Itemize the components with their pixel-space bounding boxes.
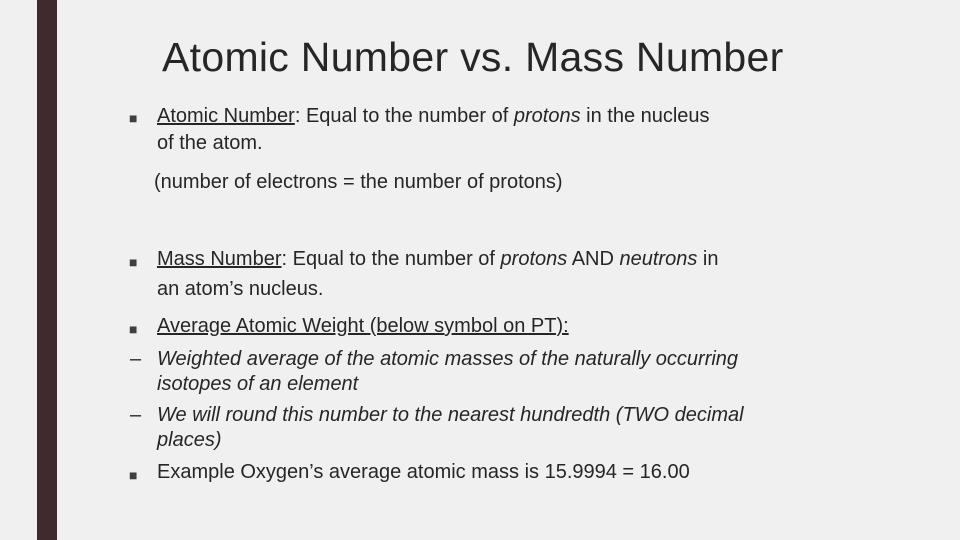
- side-accent-bar: [37, 0, 57, 540]
- bullet-atomic-number: Atomic Number: Equal to the number of protons in the nucleus: [157, 105, 710, 127]
- bullet-marker: ■: [129, 254, 138, 270]
- sub-round-hundredth-line2: places): [157, 429, 222, 451]
- electrons-note: (number of electrons = the number of protons): [154, 171, 563, 193]
- sub-weighted-average: Weighted average of the atomic masses of the naturally occurring: [157, 348, 739, 370]
- term-atomic-number: Atomic Number: [157, 105, 295, 127]
- bullet-average-atomic-weight: Average Atomic Weight (below symbol on PT):: [157, 315, 569, 337]
- sub-weighted-average-line2: isotopes of an element: [157, 373, 359, 395]
- bullet-marker: ■: [129, 321, 138, 337]
- term-mass-number: Mass Number: [157, 248, 282, 270]
- slide-title: Atomic Number vs. Mass Number: [162, 34, 784, 80]
- bullet-mass-number: Mass Number: Equal to the number of protons AND neutrons in: [157, 248, 719, 270]
- bullet-marker: ■: [129, 467, 138, 483]
- sub-round-hundredth: We will round this number to the nearest hundredth (TWO decimal: [157, 404, 744, 426]
- bullet-marker: ■: [129, 110, 138, 126]
- dash-marker: –: [130, 404, 142, 426]
- bullet-atomic-number-line2: of the atom.: [157, 132, 263, 154]
- bullet-oxygen-example: Example Oxygen’s average atomic mass is 15.9994 = 16.00: [157, 461, 690, 483]
- bullet-mass-number-line2: an atom’s nucleus.: [157, 278, 324, 300]
- dash-marker: –: [130, 348, 142, 370]
